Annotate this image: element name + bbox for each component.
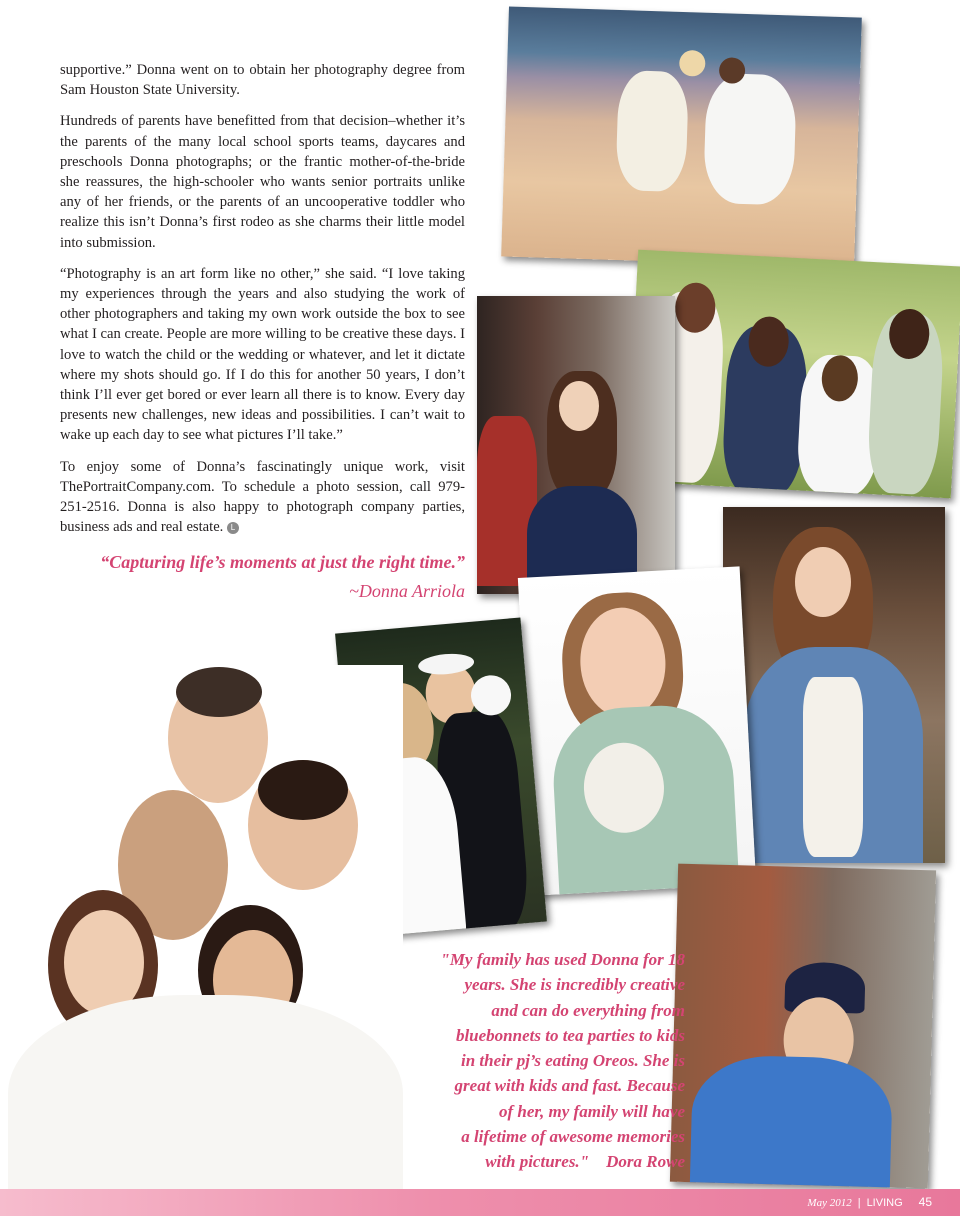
footer-bar [0, 1189, 960, 1216]
article-paragraph: supportive.” Donna went on to obtain her photography degree from Sam Houston State University. [60, 62, 465, 99]
footer-date: May 2012 [807, 1197, 852, 1209]
article-paragraph [60, 457, 465, 538]
article-paragraph: Hundreds of parents have benefitted from that decision–whether it’s the parents of the many local school sports teams, daycares and preschools Donna photographs; or the frantic mother-of-the-bride she reassures, the high-schooler who wants senior portraits unlike any of her friends, or the parents of an uncooperative toddler who realize this isn’t Donna’s first rodeo as she charms their little model into submission. [60, 113, 465, 251]
testimonial-line: great with kids and fast. Because [454, 1076, 685, 1096]
page-number: 45 [918, 1195, 932, 1209]
testimonial-line: years. She is incredibly creative [464, 975, 685, 995]
testimonial-line: with pictures." Dora Rowe [485, 1152, 685, 1172]
pull-quote-attribution: ~Donna Arriola [349, 581, 465, 601]
testimonial-line: a lifetime of awesome memories [461, 1127, 685, 1147]
testimonial-quote [395, 947, 685, 1175]
article-paragraph-text: To enjoy some of Donna’s fascinatingly unique work, visit ThePortraitCompany.com. To schedule a photo session, call 979-251-2516. Donna is also happy to photograph company parties, business ads and real estate. [60, 458, 465, 536]
article-body [60, 60, 465, 548]
pull-quote [60, 548, 465, 606]
teen-denim-jacket-photo [723, 507, 945, 863]
testimonial-line: in their pj’s eating Oreos. She is [460, 1051, 685, 1071]
beach-couple-photo [501, 7, 862, 268]
family-outdoor-photo [626, 250, 960, 499]
testimonial-line: "My family has used Donna for 18 [440, 950, 685, 969]
footer-separator: | [857, 1197, 861, 1209]
pull-quote-text: “Capturing life’s moments at just the right time.” [100, 552, 465, 572]
girl-with-bunny-photo [518, 566, 756, 895]
testimonial-line: bluebonnets to tea parties to kids [455, 1025, 685, 1045]
footer-folio [807, 1195, 932, 1209]
boy-braves-cap-photo [670, 864, 936, 1189]
testimonial-line: and can do everything from [491, 1000, 685, 1020]
article-paragraph: “Photography is an art form like no other,” she said. “I love taking my experiences through the years and also studying the work of other photographers and taking my own work outside the box to see what I can create. People are more willing to be creative these days. I love to watch the child or the wedding or whatever, and let it dictate where my shots should go. If I do this for another 50 years, I don’t think I’ll ever get bored or ever learn all there is to know. Every day presents new challenges, new ideas and possibilities. I can’t wait to wake up each day to see what pictures I’ll take.” [60, 265, 465, 444]
end-mark-icon: L [227, 522, 239, 534]
girl-senior-portrait-photo [477, 296, 675, 594]
testimonial-line: of her, my family will have [498, 1101, 685, 1121]
footer-section: LIVING [866, 1197, 903, 1209]
family-studio-portrait-photo [8, 665, 403, 1189]
